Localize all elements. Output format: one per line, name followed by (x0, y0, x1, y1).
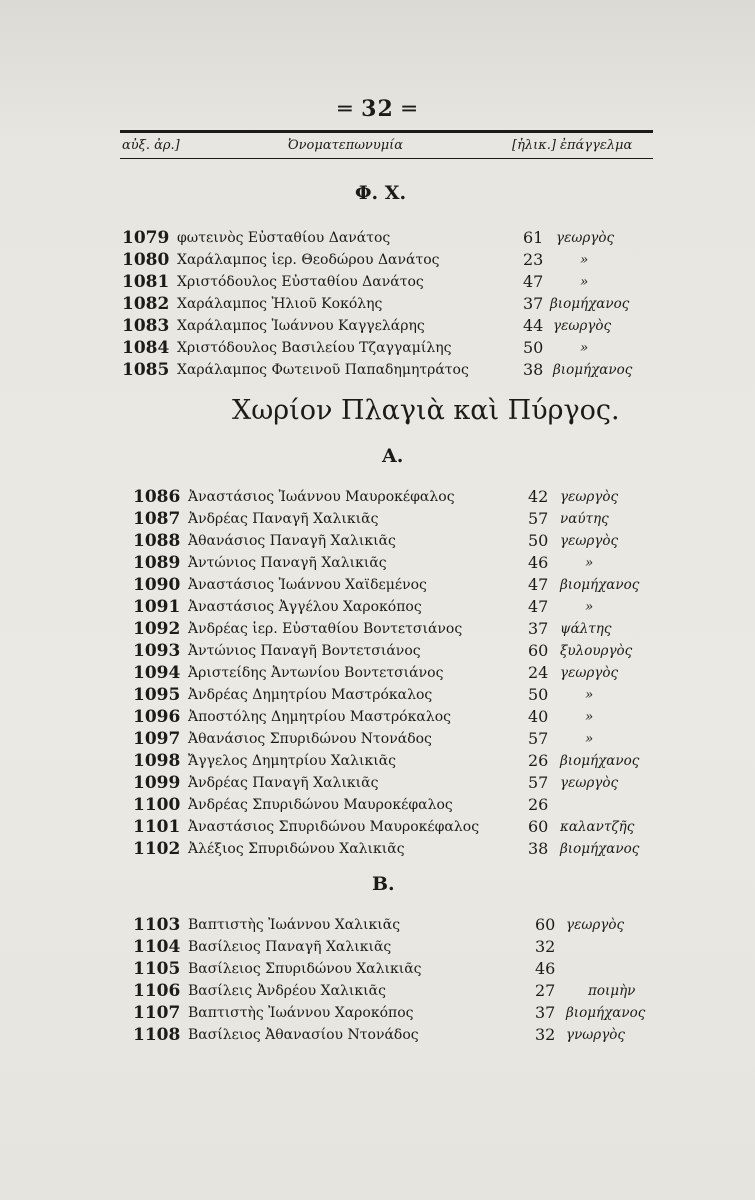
table-row (0, 338, 755, 360)
row-age: 60 (528, 817, 549, 836)
row-age: 57 (528, 509, 549, 528)
row-name: Ἀνδρέας Παναγῆ Χαλικιᾶς (188, 511, 379, 527)
row-number: 1091 (133, 597, 181, 617)
row-age: 46 (528, 553, 549, 572)
row-name: Ἀνδρέας Δημητρίου Μαστρόκαλος (188, 687, 433, 703)
row-occupation: » (585, 555, 594, 571)
row-age: 46 (535, 959, 556, 978)
row-age: 47 (528, 597, 549, 616)
table-row (0, 597, 755, 619)
table-row (0, 817, 755, 839)
row-name: Χαράλαμπος ἱερ. Θεοδώρου Δανάτος (177, 252, 440, 268)
row-number: 1102 (133, 839, 181, 859)
table-row (0, 272, 755, 294)
row-occupation: γεωργὸς (560, 775, 619, 791)
row-number: 1108 (133, 1025, 181, 1045)
row-occupation: γεωργὸς (560, 665, 619, 681)
row-age: 44 (523, 316, 544, 335)
row-number: 1090 (133, 575, 181, 595)
row-number: 1086 (133, 487, 181, 507)
table-row (0, 1003, 755, 1025)
row-name: Βασίλειος Ἀθανασίου Ντονάδος (188, 1027, 419, 1043)
row-number: 1099 (133, 773, 181, 793)
table-row (0, 509, 755, 531)
row-name: Βασίλειος Παναγῆ Χαλικιᾶς (188, 939, 392, 955)
row-occupation: βιομήχανος (550, 296, 630, 312)
header-number: αὐξ. ἀρ.] (122, 138, 180, 153)
table-row (0, 795, 755, 817)
row-name: Βασίλειος Σπυριδώνου Χαλικιᾶς (188, 961, 422, 977)
row-number: 1087 (133, 509, 181, 529)
row-name: Ἀποστόλης Δημητρίου Μαστρόκαλος (188, 709, 451, 725)
row-name: Ἀριστείδης Ἀντωνίου Βοντετσιάνος (188, 665, 444, 681)
row-number: 1101 (133, 817, 181, 837)
table-row (0, 360, 755, 382)
row-name: Ἀθανάσιος Σπυριδώνου Ντονάδος (188, 731, 432, 747)
row-name: Βαπτιστὴς Ἰωάννου Χαλικιᾶς (188, 917, 401, 933)
row-number: 1081 (122, 272, 170, 292)
table-row (0, 250, 755, 272)
row-occupation: » (585, 709, 594, 725)
table-row (0, 707, 755, 729)
row-age: 26 (528, 795, 549, 814)
row-number: 1094 (133, 663, 181, 683)
row-age: 37 (528, 619, 549, 638)
place-heading: Χωρίον Πλαγιὰ καὶ Πύργος. (232, 395, 620, 426)
row-name: Ἀναστάσιος Ἰωάννου Μαυροκέφαλος (188, 489, 455, 505)
section-title-b: Β. (372, 873, 395, 895)
row-occupation: » (585, 599, 594, 615)
row-occupation: » (580, 252, 589, 268)
row-occupation: ξυλουργὸς (560, 643, 633, 659)
table-row (0, 487, 755, 509)
row-age: 27 (535, 981, 556, 1000)
table-row (0, 294, 755, 316)
row-number: 1080 (122, 250, 170, 270)
row-occupation: » (580, 340, 589, 356)
row-number: 1100 (133, 795, 181, 815)
row-name: Χαράλαμπος Φωτεινοῦ Παπαδημητράτος (177, 362, 469, 378)
row-name: Ἀναστάσιος Ἰωάννου Χαϊδεμένος (188, 577, 427, 593)
row-number: 1096 (133, 707, 181, 727)
row-number: 1079 (122, 228, 170, 248)
table-row (0, 641, 755, 663)
row-name: Χριστόδουλος Βασιλείου Τζαγγαμίλης (177, 340, 452, 356)
table-row (0, 729, 755, 751)
row-age: 47 (528, 575, 549, 594)
row-occupation: ναύτης (560, 511, 609, 527)
row-age: 40 (528, 707, 549, 726)
row-name: Ἀναστάσιος Ἀγγέλου Χαροκόπος (188, 599, 422, 615)
table-row (0, 959, 755, 981)
row-name: Ἀντώνιος Παναγῆ Χαλικιᾶς (188, 555, 387, 571)
table-row (0, 1025, 755, 1047)
row-occupation: » (585, 687, 594, 703)
row-occupation: βιομήχανος (566, 1005, 646, 1021)
header-age: [ἡλικ.] (512, 138, 556, 153)
row-number: 1082 (122, 294, 170, 314)
row-age: 57 (528, 729, 549, 748)
row-name: Ἀνδρέας ἱερ. Εὐσταθίου Βοντετσιάνος (188, 621, 463, 637)
row-number: 1084 (122, 338, 170, 358)
table-row (0, 751, 755, 773)
row-age: 50 (528, 531, 549, 550)
row-number: 1092 (133, 619, 181, 639)
table-row (0, 839, 755, 861)
row-age: 57 (528, 773, 549, 792)
row-age: 61 (523, 228, 544, 247)
row-name: Ἀνδρέας Παναγῆ Χαλικιᾶς (188, 775, 379, 791)
table-row (0, 915, 755, 937)
row-name: Χαράλαμπος Ἰωάννου Καγγελάρης (177, 318, 425, 334)
row-occupation: βιομήχανος (553, 362, 633, 378)
row-age: 32 (535, 937, 556, 956)
row-number: 1107 (133, 1003, 181, 1023)
table-row (0, 663, 755, 685)
row-number: 1104 (133, 937, 181, 957)
row-age: 42 (528, 487, 549, 506)
row-number: 1083 (122, 316, 170, 336)
row-occupation: γεωργὸς (553, 318, 612, 334)
row-occupation: ψάλτης (560, 621, 612, 637)
row-occupation: » (580, 274, 589, 290)
row-number: 1106 (133, 981, 181, 1001)
row-number: 1085 (122, 360, 170, 380)
table-row (0, 619, 755, 641)
row-number: 1093 (133, 641, 181, 661)
header-occupation: ἐπάγγελμα (560, 138, 633, 153)
row-age: 47 (523, 272, 544, 291)
row-age: 32 (535, 1025, 556, 1044)
section-title-phi: Φ. Χ. (355, 182, 407, 204)
row-occupation: βιομήχανος (560, 577, 640, 593)
row-age: 38 (523, 360, 544, 379)
table-row (0, 773, 755, 795)
row-occupation: βιομήχανος (560, 753, 640, 769)
row-age: 37 (535, 1003, 556, 1022)
row-occupation: γεωργὸς (566, 917, 625, 933)
row-occupation: » (585, 731, 594, 747)
row-age: 24 (528, 663, 549, 682)
row-name: Βασίλεις Ἀνδρέου Χαλικιᾶς (188, 983, 386, 999)
page-number: ═ 32 ═ (338, 96, 417, 122)
table-row (0, 937, 755, 959)
row-number: 1095 (133, 685, 181, 705)
row-occupation: γεωργὸς (556, 230, 615, 246)
row-age: 26 (528, 751, 549, 770)
row-name: Ἀλέξιος Σπυριδώνου Χαλικιᾶς (188, 841, 405, 857)
row-number: 1098 (133, 751, 181, 771)
row-name: Ἀνδρέας Σπυριδώνου Μαυροκέφαλος (188, 797, 453, 813)
row-name: Χριστόδουλος Εὐσταθίου Δανάτος (177, 274, 424, 290)
table-row (0, 531, 755, 553)
row-number: 1103 (133, 915, 181, 935)
row-age: 23 (523, 250, 544, 269)
row-occupation: γεωργὸς (560, 533, 619, 549)
row-occupation: γεωργὸς (560, 489, 619, 505)
table-row (0, 553, 755, 575)
row-occupation: ποιμὴν (588, 983, 636, 999)
row-occupation: βιομήχανος (560, 841, 640, 857)
row-name: Ἀντώνιος Παναγῆ Βοντετσιάνος (188, 643, 421, 659)
header-name: Ὀνοματεπωνυμία (288, 138, 404, 153)
row-age: 50 (523, 338, 544, 357)
row-age: 37 (523, 294, 544, 313)
header-rule-bottom (120, 158, 653, 159)
row-name: Χαράλαμπος Ἠλιοῦ Κοκόλης (177, 296, 383, 312)
table-row (0, 575, 755, 597)
row-age: 60 (528, 641, 549, 660)
row-name: φωτεινὸς Εὐσταθίου Δανάτος (177, 230, 391, 246)
row-occupation: γνωργὸς (566, 1027, 625, 1043)
row-name: Ἀναστάσιος Σπυριδώνου Μαυροκέφαλος (188, 819, 480, 835)
row-age: 50 (528, 685, 549, 704)
row-number: 1088 (133, 531, 181, 551)
row-name: Βαπτιστὴς Ἰωάννου Χαροκόπος (188, 1005, 414, 1021)
row-number: 1089 (133, 553, 181, 573)
row-number: 1105 (133, 959, 181, 979)
table-row (0, 685, 755, 707)
row-age: 60 (535, 915, 556, 934)
row-name: Ἄγγελος Δημητρίου Χαλικιᾶς (188, 753, 397, 769)
table-row (0, 316, 755, 338)
table-row (0, 228, 755, 250)
column-header (120, 138, 653, 156)
row-name: Ἀθανάσιος Παναγῆ Χαλικιᾶς (188, 533, 396, 549)
row-age: 38 (528, 839, 549, 858)
row-occupation: καλαντζῆς (560, 819, 635, 835)
table-row (0, 981, 755, 1003)
row-number: 1097 (133, 729, 181, 749)
section-title-a: Α. (382, 445, 404, 467)
header-rule-top (120, 130, 653, 133)
